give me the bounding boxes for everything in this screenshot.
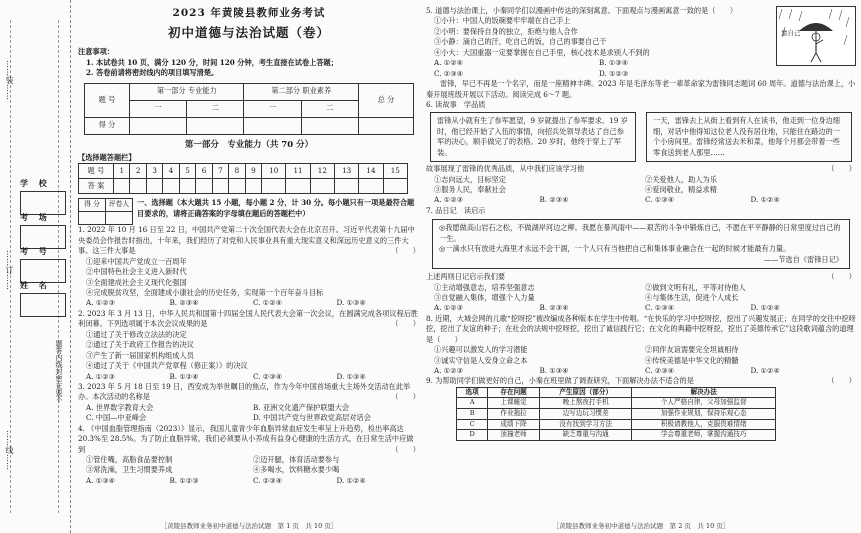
question-6 (426, 100, 856, 206)
q6-item: ①志向远大，目标坚定 (434, 174, 506, 184)
option-b[interactable]: B. ①②④ (169, 371, 199, 381)
diary-source: ——节选自《雷锋日记》 (763, 254, 843, 264)
answer-row-label: 题 号 (79, 164, 114, 179)
q9-cell: 顶撞老师 (488, 430, 540, 441)
paper-title: 初中道德与法治试题（卷） (167, 25, 330, 41)
notes-heading: 注意事项： (78, 47, 114, 57)
q9-header-row (457, 387, 776, 398)
answer-cell[interactable] (179, 179, 195, 194)
q4-paren: （ ） (391, 444, 420, 454)
q9-cell: 晚上熬夜打手机 (539, 398, 632, 409)
name-input-box[interactable] (20, 293, 66, 317)
q2-item: ④通过了关于《中国共产党章程（修正案）》的决议 (86, 361, 248, 371)
right-page (426, 6, 856, 441)
q1-options (78, 298, 420, 308)
q9-cell: 缺乏尊重与沟通 (539, 430, 632, 441)
q9-cell: 积极请教他人，克服畏难情绪 (632, 419, 776, 430)
answer-cell[interactable] (245, 179, 261, 194)
option-a[interactable]: A. ①②③ (434, 303, 464, 313)
answer-num: 4 (163, 164, 179, 179)
answer-num: 2 (130, 164, 146, 179)
q2-options (78, 372, 420, 382)
q9-cell: 没有找到学习方法 (539, 419, 632, 430)
q9-cell: B (457, 408, 488, 419)
question-5 (426, 6, 856, 79)
q1-item: ①迎来中国共产党成立一百周年 (86, 256, 187, 266)
q5-item: ②小明：要保持自身的独立，拒绝与他人合作 (434, 26, 578, 36)
q4-item: ③常洗澡，卫生习惯要养成 (86, 465, 173, 475)
answer-num: 15 (383, 164, 407, 179)
score-header-part2: 第二部分 职业素养 (244, 83, 359, 100)
answer-num: 13 (335, 164, 359, 179)
answer-number-row (79, 164, 408, 179)
option-c[interactable]: C. ②③④ (253, 475, 283, 485)
q2-item: ②通过了关于政府工作报告的决议 (86, 340, 194, 350)
binding-strip (0, 0, 71, 533)
score-table (84, 83, 414, 135)
exam-room-label: 考 场 (20, 212, 51, 222)
answer-cell[interactable] (310, 179, 334, 194)
q9-header: 产生原因（部分） (539, 387, 632, 398)
answer-num: 10 (262, 164, 286, 179)
q6-item: ③服务人民，奉献社会 (434, 185, 506, 194)
score-sub-1: 一 (130, 100, 187, 117)
q9-cell: 学会尊重老师，掌握沟通技巧 (632, 430, 776, 441)
q7-options (426, 303, 856, 313)
option-c[interactable]: C. ②③④ (645, 366, 675, 375)
q7-paren: （ ） (827, 272, 856, 282)
answer-num: 6 (196, 164, 212, 179)
question-4 (78, 424, 420, 487)
answer-cell[interactable] (146, 179, 162, 194)
option-d[interactable]: D. ①②④ (750, 195, 780, 205)
q7-item: ①主动增强意志，培养坚强意志 (434, 282, 535, 292)
option-b[interactable]: B. ②③④ (169, 298, 199, 308)
binding-mark-3: ……线…… (5, 430, 14, 470)
option-d[interactable]: D. ①②④ (750, 303, 780, 313)
q5-item: ④小大：大国重器一定要掌握在自己手里，核心技术是求别人不到的 (434, 47, 650, 57)
grader-score-label: 得 分 (79, 199, 106, 212)
table-row[interactable] (457, 430, 776, 441)
q2-stem: 2. 2023 年 3 月 13 日，中华人民共和国第十四届全国人民代表大会第一次会议，在圆满完成各项议程后胜利闭幕。下列选项属于本次会议成果的是 (78, 308, 419, 329)
score-cell[interactable] (130, 117, 187, 134)
option-a[interactable]: A. 世界数字教育大会 (86, 402, 154, 412)
q9-paren: （ ） (827, 376, 856, 386)
q4-items-row1 (78, 455, 420, 465)
section1-header (78, 198, 420, 225)
answer-cell[interactable] (335, 179, 359, 194)
q4-item: ①管住嘴，高脂食品要控制 (86, 455, 173, 465)
q9-cell: 上课睡觉 (488, 398, 540, 409)
q8-items-row1 (426, 345, 856, 355)
score-cell[interactable] (301, 117, 358, 134)
grader-score-cell[interactable] (79, 212, 106, 225)
diary-entry-2: ◎一滴水只有放进大海里才永远不会干涸，一个人只有当他把自己和集体事业融合在一起的时候才能最有力量。 (439, 244, 791, 254)
answer-num: 8 (229, 164, 245, 179)
q8-item: ②同伴友谊需要完全坦诚相待 (645, 345, 739, 355)
q1-paren: （ ） (391, 246, 420, 256)
option-a[interactable]: A. ①②③ (86, 298, 116, 308)
score-header-total: 总 分 (359, 83, 414, 117)
option-b[interactable]: B. ②③④ (539, 303, 569, 313)
q7-question: 上述两则日记启示我们要 (426, 272, 506, 282)
q9-cell: 边写边玩习惯差 (539, 408, 632, 419)
q1-stem: 1. 2022 年 10 月 16 日至 22 日，中国共产党第二十次全国代表大会在北京召开。习近平代表第十九届中央委员会作报告时指出，十年来，我们经历了对党和人民事业具有重大现实意义和深远历史意义的三件大事。这三件大事是 (78, 225, 415, 256)
q8-stem: 8. 近期，大城会网的儿歌“挖呀挖”被改编成各种版本在学生中传唱。“在快乐的学习中挖呀挖，挖出了兴趣发展正；在同学的交往中挖呀挖，挖出了友谊的种子；在社会的法规中挖呀挖，挖出了诚信践行它；在文化的典籍中挖呀挖，挖出了美德传承它”这段歌词蕴含的道理是 (426, 313, 856, 344)
option-c[interactable]: C. 中国—中亚峰会 (86, 413, 147, 423)
diary-entry-1: ◎我愿做高山岩石之松，不做湖岸河边之柳。我愿在暴风雨中——艰苦的斗争中锻炼自己，不愿在平平静静的日常里度过自己的一生。 (439, 223, 841, 243)
answer-num: 9 (245, 164, 261, 179)
q6-item: ②关爱他人，助人为乐 (645, 174, 717, 184)
q5-stem: 5. 道德与法治课上，小秦同学们以漫画中传达的深刻寓意。下面观点与漫画寓意一致的是 (426, 6, 709, 15)
exam-room-field[interactable] (20, 212, 65, 249)
answer-num: 12 (310, 164, 334, 179)
q5-options-row2 (426, 69, 764, 79)
score-header-qnum: 题 号 (85, 83, 130, 117)
option-d[interactable]: D. ①②④ (336, 475, 366, 485)
seal-warning: 题答内线封密在要不 (55, 340, 63, 403)
exam-title: 2023 年黄陵县教师业务考试 (172, 7, 326, 19)
score-cell[interactable] (244, 117, 301, 134)
option-c[interactable]: C. ①②④ (253, 298, 283, 308)
q8-item: ④传统美德是中华文化的精髓 (645, 355, 739, 365)
option-b[interactable]: B. ①②③ (169, 475, 199, 485)
q7-item: ④与集体生活，促进个人成长 (645, 292, 739, 302)
q3-stem: 3. 2023 年 5 月 18 日至 19 日，西安成为举世瞩目的焦点，作为今年中国首场重大主场外交活动在此举办。本次活动的名称是 (78, 381, 411, 402)
q9-cell: A (457, 398, 488, 409)
option-a[interactable]: A. ①②③ (86, 371, 116, 381)
school-label: 学 校 (20, 178, 51, 188)
q4-stem: 4. 《中国血脂管理指南（2023）》显示，我国儿童青少年血脂异常血症发生率呈上升趋势，检出率高达 20.3%至 28.5%。为了防止血脂异常，我们必须要从小养成有益身心健康的生活方式，在日常生活中应做到 (78, 423, 414, 454)
q6-options (426, 195, 856, 205)
answer-cell[interactable] (196, 179, 212, 194)
binding-mark-2: ……订…… (5, 250, 14, 290)
score-sub-3: 一 (244, 100, 301, 117)
score-sub-4: 二 (301, 100, 358, 117)
cartoon-caption: 靠自己 (781, 29, 801, 37)
table-row[interactable] (457, 408, 776, 419)
option-d[interactable]: D. ①②③ (599, 68, 629, 78)
school-field[interactable] (20, 178, 65, 215)
note-1: 1. 本试卷共 10 页，满分 120 分，时间 120 分钟，考生直接在试卷上答题； (86, 57, 338, 67)
q7-items-row2 (426, 293, 856, 303)
q8-item: ③诚实守信是人安身立命之本 (434, 355, 528, 365)
q8-items-row2 (426, 356, 856, 366)
grader-reviewer-label: 评卷人 (106, 199, 133, 212)
exam-number-label: 考 号 (20, 246, 51, 256)
answer-sheet-title: 【选择题答题栏】 (78, 152, 136, 162)
option-b[interactable]: B. ②③④ (539, 195, 569, 205)
diary-box (432, 219, 850, 269)
score-sub-2: 二 (187, 100, 244, 117)
binding-mark-1: ……装…… (5, 60, 14, 100)
question-2 (78, 309, 420, 382)
part1-title: 第一部分 专业能力（共 70 分） (184, 139, 314, 150)
q6-stories (430, 112, 852, 162)
note-2: 2. 答卷前请将密封线内的项目填写清楚。 (86, 68, 219, 78)
answer-num: 1 (114, 164, 130, 179)
q1-item: ④完成脱贫攻坚，全面建成小康社会的历史任务，实现第一个百年奋斗目标 (86, 288, 324, 298)
q8-paren: （ ） (433, 334, 462, 344)
answer-cell[interactable] (130, 179, 146, 194)
q9-cell: 成绩下降 (488, 419, 540, 430)
option-d[interactable]: D. ①③④ (336, 371, 366, 381)
q3-paren: （ ） (391, 392, 420, 402)
story-box-2: 一天，雷锋去上从街上看到有人在读书，他走到一位身边细细，对话中他得知这位老人没有居住地，只能住在路边的一个小房间里。雷锋经常送去米和菜，他每个月都会带着一些零食送到老人那里…… (646, 112, 852, 162)
q2-item: ③产生了新一届国家机构组成人员 (86, 350, 194, 360)
question-1 (78, 225, 420, 309)
q9-header: 选项 (457, 387, 488, 398)
q4-item: ②迈开腿，体育活动要参与 (253, 455, 340, 465)
q7-item: ②做到文明有礼，平等对待他人 (645, 282, 746, 292)
q9-cell: 加强作业规划，保持乐观心态 (632, 408, 776, 419)
q9-cell: 作业拖拉 (488, 408, 540, 419)
q4-options (78, 476, 420, 486)
q3-options-row2 (78, 413, 420, 423)
option-c[interactable]: C. ①③④ (645, 195, 675, 205)
q6-stem: 6. 读故事 学品质 (426, 99, 486, 109)
answer-cell[interactable] (262, 179, 286, 194)
name-label: 姓 名 (20, 280, 51, 290)
answer-sheet-table (78, 163, 408, 194)
left-page (78, 6, 420, 486)
answer-num: 3 (146, 164, 162, 179)
score-cell[interactable] (359, 117, 414, 134)
answer-num: 5 (179, 164, 195, 179)
left-footer: ［黄陵县教师业务初中道德与法治试题 第 1 页 共 10 页］ (160, 522, 338, 530)
q9-stem: 9. 为帮助同学们做更好的自己，小秦在班里做了调查研究，下面解决办法不适合的是 (426, 376, 694, 386)
answer-cell[interactable] (114, 179, 130, 194)
q1-item: ③全面建成社会主义现代化强国 (86, 277, 187, 287)
answer-num: 11 (286, 164, 310, 179)
option-a[interactable]: A. ①②③ (434, 195, 464, 205)
q6-item: ④爱岗敬业，精益求精 (645, 185, 717, 194)
answer-row-label: 答 案 (79, 179, 114, 194)
q9-header: 解决办法 (632, 387, 776, 398)
option-d[interactable]: D. ①③④ (336, 298, 366, 308)
option-b[interactable]: B. 亚洲文化遗产保护联盟大会 (253, 402, 350, 412)
q9-cell: C (457, 419, 488, 430)
q5-item: ③小静：滴自己的汗，吃自己的饭，自己的事要自己干 (434, 37, 607, 47)
q7-item: ③自觉融入集体，增强个人力量 (434, 292, 535, 302)
name-field[interactable] (20, 280, 65, 317)
question-9 (426, 376, 856, 440)
section1-intro: 一、选择题（本大题共 15 小题，每小题 2 分，计 30 分。每小题只有一项是最符合题目要求的，请将正确答案的字母填在题后的答题栏中） (137, 198, 415, 218)
option-c[interactable]: C. ①③④ (645, 303, 675, 313)
score-row-label: 得 分 (85, 117, 130, 134)
q4-items-row2 (78, 465, 420, 475)
option-c[interactable]: C. ②③④ (253, 371, 283, 381)
option-a[interactable]: A. ①②④ (434, 58, 464, 68)
grader-box (78, 198, 133, 225)
option-d[interactable]: D. 中国共产党与世界政党高层对话会 (253, 413, 371, 423)
answer-fill-row (79, 179, 408, 194)
table-row[interactable] (457, 398, 776, 409)
question-8 (426, 314, 856, 377)
q4-item: ④多喝水，饮料糖水要少喝 (253, 465, 340, 475)
q2-paren: （ ） (391, 319, 420, 329)
q2-item: ①通过了关于修改立法法的决定 (86, 329, 187, 339)
q6-question: 故事展现了雷锋的优秀品质，从中我们应该学习他 (426, 164, 585, 174)
q8-options (426, 366, 856, 376)
q5-options-row1 (426, 58, 764, 68)
answer-cell[interactable] (286, 179, 310, 194)
table-row[interactable] (457, 419, 776, 430)
option-c[interactable]: C. ②③④ (434, 68, 464, 78)
q6-items-row1 (426, 175, 856, 185)
score-header-part1: 第一部分 专业能力 (130, 83, 244, 100)
option-b[interactable]: B. ①③④ (539, 366, 569, 375)
q3-options-row1 (78, 403, 420, 413)
answer-cell[interactable] (163, 179, 179, 194)
story-box-1: 雷锋从小就有生了参军愿望，9 岁就提出了参军要求。19 岁时，他已经开始了入伍的事情，向招兵处领导表达了自己参军的决心，顺手做完了的表格。20 岁时，他终于穿上了军装。 (430, 112, 636, 162)
q9-cell: D (457, 430, 488, 441)
option-a[interactable]: A. ①③④ (86, 475, 116, 485)
answer-cell[interactable] (359, 179, 383, 194)
answer-cell[interactable] (383, 179, 407, 194)
answer-num: 7 (212, 164, 228, 179)
q7-stem: 7. 品日记 读启示 (426, 205, 486, 215)
q5-item: ①小升：中国人的饭碗要牢牢端在自己手上 (434, 16, 571, 26)
exam-number-field[interactable] (20, 246, 65, 283)
q1-item: ②中国特色社会主义进入新时代 (86, 267, 187, 277)
notes (78, 47, 420, 78)
q7-items-row1 (426, 283, 856, 293)
answer-cell[interactable] (212, 179, 228, 194)
q9-table (456, 387, 776, 441)
question-3 (78, 382, 420, 424)
grader-reviewer-cell[interactable] (106, 212, 133, 225)
q9-cell: 个人严格自律，父母加强监督 (632, 398, 776, 409)
answer-num: 14 (359, 164, 383, 179)
option-a[interactable]: A. ①②③ (434, 366, 464, 375)
score-cell[interactable] (187, 117, 244, 134)
answer-cell[interactable] (229, 179, 245, 194)
intro-6-7: 雷锋，早已不再是一个名字，而是一座精神丰碑。2023 年是毛泽东等老一辈革命家为雷锋同志题词 60 周年。道德与法治课上，小秦开展班级开展以下活动。阅读完成 6～7 题。 (426, 79, 856, 99)
option-b[interactable]: B. ①③④ (599, 58, 629, 68)
q5-paren: （ ） (708, 6, 738, 15)
q6-items-row2 (426, 185, 856, 195)
question-7 (426, 206, 856, 314)
cartoon-image (776, 6, 856, 66)
right-footer: ［黄陵县教师业务初中道德与法治试题 第 2 页 共 10 页］ (552, 522, 730, 530)
option-d[interactable]: D. ①②④ (750, 366, 780, 375)
q6-paren: （ ） (827, 164, 856, 174)
q9-header: 存在问题 (488, 387, 540, 398)
q8-item: ①兴趣可以激发人的学习潜能 (434, 345, 528, 355)
